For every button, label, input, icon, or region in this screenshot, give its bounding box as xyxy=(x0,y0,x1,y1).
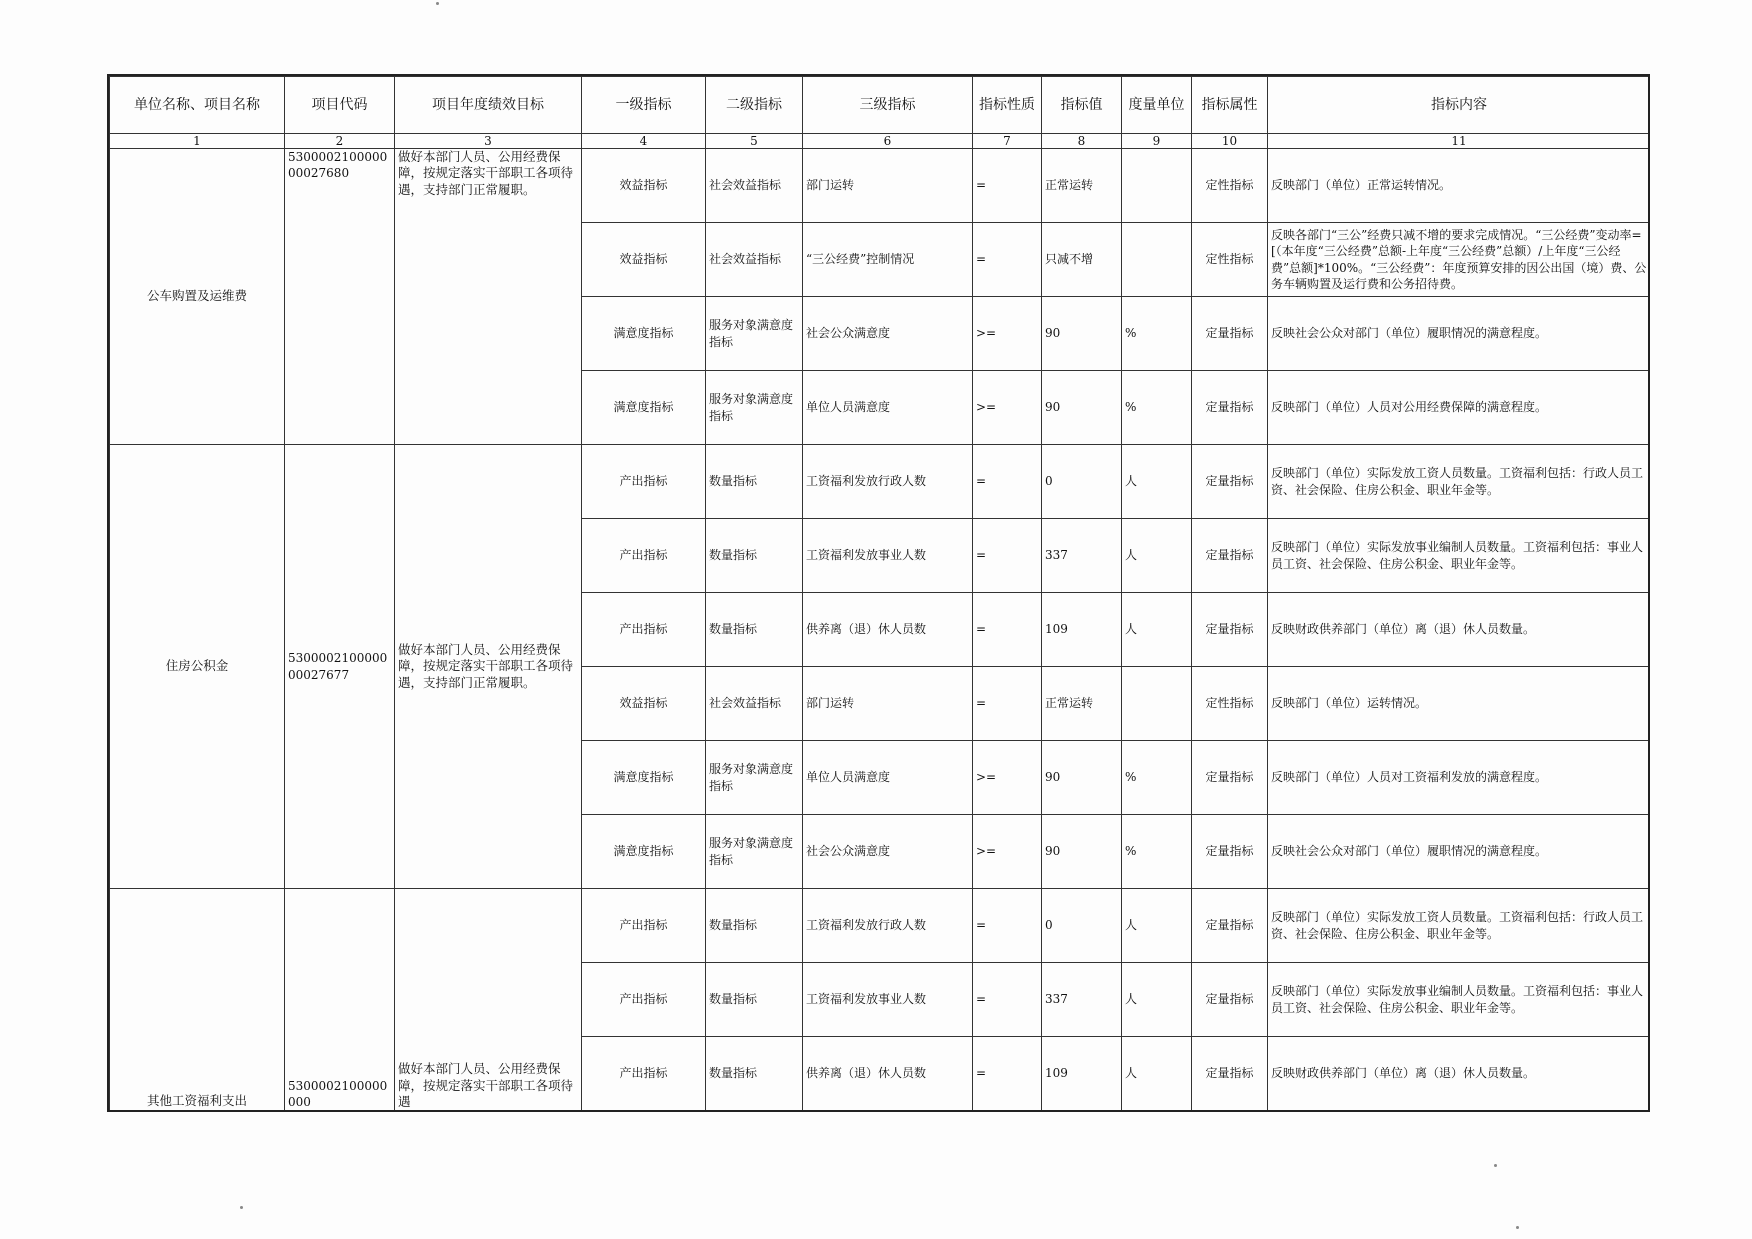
indicator-nature: = xyxy=(973,445,1042,519)
indicator-content: 反映部门（单位）实际发放事业编制人员数量。工资福利包括：事业人员工资、社会保险、住房公积金、职业年金等。 xyxy=(1268,519,1651,593)
indicator-nature: = xyxy=(973,889,1042,963)
indicator-attribute: 定量指标 xyxy=(1192,371,1268,445)
level3-indicator: 单位人员满意度 xyxy=(803,741,973,815)
level1-indicator: 产出指标 xyxy=(582,889,706,963)
indicator-value: 109 xyxy=(1042,593,1122,667)
level2-indicator: 社会效益指标 xyxy=(706,667,803,741)
indicator-nature: >= xyxy=(973,371,1042,445)
project-name: 公车购置及运维费 xyxy=(110,149,285,445)
indicator-attribute: 定量指标 xyxy=(1192,889,1268,963)
col-number: 3 xyxy=(395,134,582,149)
performance-target-table xyxy=(109,76,1650,1111)
indicator-nature: = xyxy=(973,149,1042,223)
indicator-attribute: 定性指标 xyxy=(1192,667,1268,741)
level3-indicator: 部门运转 xyxy=(803,149,973,223)
indicator-content: 反映各部门“三公”经费只减不增的要求完成情况。“三公经费”变动率=[（本年度“三公经费”总额-上年度“三公经费”总额）/上年度“三公经费”总额]*100%。“三公经费”：年度预算安排的因公出国（境）费、公务车辆购置及运行费和公务招待费。 xyxy=(1268,223,1651,297)
indicator-attribute: 定量指标 xyxy=(1192,815,1268,889)
measure-unit xyxy=(1122,667,1192,741)
project-code: 5300002100000000 xyxy=(285,889,395,1111)
level1-indicator: 产出指标 xyxy=(582,519,706,593)
col-header-nature: 指标性质 xyxy=(973,77,1042,134)
indicator-attribute: 定量指标 xyxy=(1192,963,1268,1037)
project-goal: 做好本部门人员、公用经费保障，按规定落实干部职工各项待遇 xyxy=(395,889,582,1111)
indicator-attribute: 定量指标 xyxy=(1192,1037,1268,1111)
indicator-nature: = xyxy=(973,667,1042,741)
level2-indicator: 数量指标 xyxy=(706,1037,803,1111)
indicator-value: 正常运转 xyxy=(1042,149,1122,223)
indicator-content: 反映部门（单位）实际发放工资人员数量。工资福利包括：行政人员工资、社会保险、住房公积金、职业年金等。 xyxy=(1268,445,1651,519)
project-goal: 做好本部门人员、公用经费保障，按规定落实干部职工各项待遇，支持部门正常履职。 xyxy=(395,149,582,445)
measure-unit: 人 xyxy=(1122,445,1192,519)
indicator-nature: = xyxy=(973,1037,1042,1111)
col-number: 8 xyxy=(1042,134,1122,149)
level2-indicator: 服务对象满意度指标 xyxy=(706,371,803,445)
level2-indicator: 数量指标 xyxy=(706,963,803,1037)
project-code: 530000210000000027677 xyxy=(285,445,395,889)
col-number: 7 xyxy=(973,134,1042,149)
level3-indicator: 单位人员满意度 xyxy=(803,371,973,445)
col-header-annual-goal: 项目年度绩效目标 xyxy=(395,77,582,134)
level3-indicator: “三公经费”控制情况 xyxy=(803,223,973,297)
table-row xyxy=(110,445,1651,519)
level2-indicator: 社会效益指标 xyxy=(706,149,803,223)
indicator-content: 反映财政供养部门（单位）离（退）休人员数量。 xyxy=(1268,1037,1651,1111)
indicator-attribute: 定量指标 xyxy=(1192,445,1268,519)
col-number: 2 xyxy=(285,134,395,149)
indicator-value: 90 xyxy=(1042,741,1122,815)
indicator-value: 337 xyxy=(1042,963,1122,1037)
indicator-value: 109 xyxy=(1042,1037,1122,1111)
col-header-value: 指标值 xyxy=(1042,77,1122,134)
table-row xyxy=(110,149,1651,223)
level3-indicator: 供养离（退）休人员数 xyxy=(803,1037,973,1111)
level2-indicator: 服务对象满意度指标 xyxy=(706,815,803,889)
measure-unit: 人 xyxy=(1122,889,1192,963)
level1-indicator: 产出指标 xyxy=(582,445,706,519)
indicator-content: 反映部门（单位）人员对工资福利发放的满意程度。 xyxy=(1268,741,1651,815)
scan-speck xyxy=(1494,1164,1497,1167)
col-number: 11 xyxy=(1268,134,1651,149)
level3-indicator: 工资福利发放事业人数 xyxy=(803,963,973,1037)
level3-indicator: 工资福利发放行政人数 xyxy=(803,889,973,963)
indicator-content: 反映部门（单位）实际发放事业编制人员数量。工资福利包括：事业人员工资、社会保险、住房公积金、职业年金等。 xyxy=(1268,963,1651,1037)
level2-indicator: 社会效益指标 xyxy=(706,223,803,297)
col-header-project-code: 项目代码 xyxy=(285,77,395,134)
level1-indicator: 满意度指标 xyxy=(582,297,706,371)
indicator-nature: = xyxy=(973,519,1042,593)
level3-indicator: 工资福利发放事业人数 xyxy=(803,519,973,593)
indicator-content: 反映财政供养部门（单位）离（退）休人员数量。 xyxy=(1268,593,1651,667)
indicator-content: 反映部门（单位）正常运转情况。 xyxy=(1268,149,1651,223)
measure-unit: % xyxy=(1122,297,1192,371)
level3-indicator: 社会公众满意度 xyxy=(803,297,973,371)
level2-indicator: 数量指标 xyxy=(706,593,803,667)
level1-indicator: 满意度指标 xyxy=(582,371,706,445)
level2-indicator: 数量指标 xyxy=(706,889,803,963)
indicator-nature: = xyxy=(973,963,1042,1037)
measure-unit: 人 xyxy=(1122,1037,1192,1111)
level1-indicator: 满意度指标 xyxy=(582,815,706,889)
col-number: 9 xyxy=(1122,134,1192,149)
indicator-attribute: 定性指标 xyxy=(1192,223,1268,297)
col-number: 6 xyxy=(803,134,973,149)
level1-indicator: 效益指标 xyxy=(582,667,706,741)
indicator-nature: >= xyxy=(973,297,1042,371)
project-goal: 做好本部门人员、公用经费保障，按规定落实干部职工各项待遇，支持部门正常履职。 xyxy=(395,445,582,889)
indicator-content: 反映部门（单位）运转情况。 xyxy=(1268,667,1651,741)
scan-speck xyxy=(436,2,439,5)
indicator-nature: = xyxy=(973,223,1042,297)
scan-speck xyxy=(1516,1226,1519,1229)
col-number: 5 xyxy=(706,134,803,149)
level1-indicator: 效益指标 xyxy=(582,149,706,223)
indicator-value: 0 xyxy=(1042,889,1122,963)
col-header-level2: 二级指标 xyxy=(706,77,803,134)
header-row xyxy=(110,77,1651,134)
measure-unit xyxy=(1122,149,1192,223)
table-body xyxy=(110,149,1651,1111)
measure-unit: % xyxy=(1122,371,1192,445)
indicator-attribute: 定量指标 xyxy=(1192,519,1268,593)
level1-indicator: 效益指标 xyxy=(582,223,706,297)
project-code: 530000210000000027680 xyxy=(285,149,395,445)
indicator-attribute: 定量指标 xyxy=(1192,741,1268,815)
indicator-content: 反映社会公众对部门（单位）履职情况的满意程度。 xyxy=(1268,297,1651,371)
level1-indicator: 产出指标 xyxy=(582,963,706,1037)
level3-indicator: 社会公众满意度 xyxy=(803,815,973,889)
indicator-value: 90 xyxy=(1042,297,1122,371)
level1-indicator: 产出指标 xyxy=(582,593,706,667)
indicator-attribute: 定量指标 xyxy=(1192,593,1268,667)
indicator-value: 0 xyxy=(1042,445,1122,519)
measure-unit xyxy=(1122,223,1192,297)
col-number: 1 xyxy=(110,134,285,149)
indicator-nature: >= xyxy=(973,815,1042,889)
col-header-content: 指标内容 xyxy=(1268,77,1651,134)
scan-speck xyxy=(240,1206,243,1209)
indicator-content: 反映部门（单位）实际发放工资人员数量。工资福利包括：行政人员工资、社会保险、住房公积金、职业年金等。 xyxy=(1268,889,1651,963)
level1-indicator: 满意度指标 xyxy=(582,741,706,815)
level3-indicator: 部门运转 xyxy=(803,667,973,741)
measure-unit: % xyxy=(1122,815,1192,889)
col-header-attribute: 指标属性 xyxy=(1192,77,1268,134)
level3-indicator: 供养离（退）休人员数 xyxy=(803,593,973,667)
col-header-level3: 三级指标 xyxy=(803,77,973,134)
indicator-attribute: 定量指标 xyxy=(1192,297,1268,371)
project-name: 住房公积金 xyxy=(110,445,285,889)
indicator-value: 正常运转 xyxy=(1042,667,1122,741)
col-number: 4 xyxy=(582,134,706,149)
measure-unit: 人 xyxy=(1122,963,1192,1037)
indicator-value: 只减不增 xyxy=(1042,223,1122,297)
measure-unit: % xyxy=(1122,741,1192,815)
column-number-row xyxy=(110,134,1651,149)
col-header-unit: 度量单位 xyxy=(1122,77,1192,134)
level2-indicator: 数量指标 xyxy=(706,445,803,519)
indicator-value: 90 xyxy=(1042,371,1122,445)
measure-unit: 人 xyxy=(1122,519,1192,593)
performance-table-frame xyxy=(107,74,1650,1112)
level2-indicator: 服务对象满意度指标 xyxy=(706,297,803,371)
indicator-nature: >= xyxy=(973,741,1042,815)
table-row xyxy=(110,889,1651,963)
measure-unit: 人 xyxy=(1122,593,1192,667)
level2-indicator: 服务对象满意度指标 xyxy=(706,741,803,815)
indicator-content: 反映部门（单位）人员对公用经费保障的满意程度。 xyxy=(1268,371,1651,445)
indicator-content: 反映社会公众对部门（单位）履职情况的满意程度。 xyxy=(1268,815,1651,889)
indicator-value: 90 xyxy=(1042,815,1122,889)
level2-indicator: 数量指标 xyxy=(706,519,803,593)
col-header-level1: 一级指标 xyxy=(582,77,706,134)
level1-indicator: 产出指标 xyxy=(582,1037,706,1111)
col-number: 10 xyxy=(1192,134,1268,149)
project-name: 其他工资福利支出 xyxy=(110,889,285,1111)
indicator-nature: = xyxy=(973,593,1042,667)
col-header-unit-project: 单位名称、项目名称 xyxy=(110,77,285,134)
indicator-value: 337 xyxy=(1042,519,1122,593)
indicator-attribute: 定性指标 xyxy=(1192,149,1268,223)
level3-indicator: 工资福利发放行政人数 xyxy=(803,445,973,519)
